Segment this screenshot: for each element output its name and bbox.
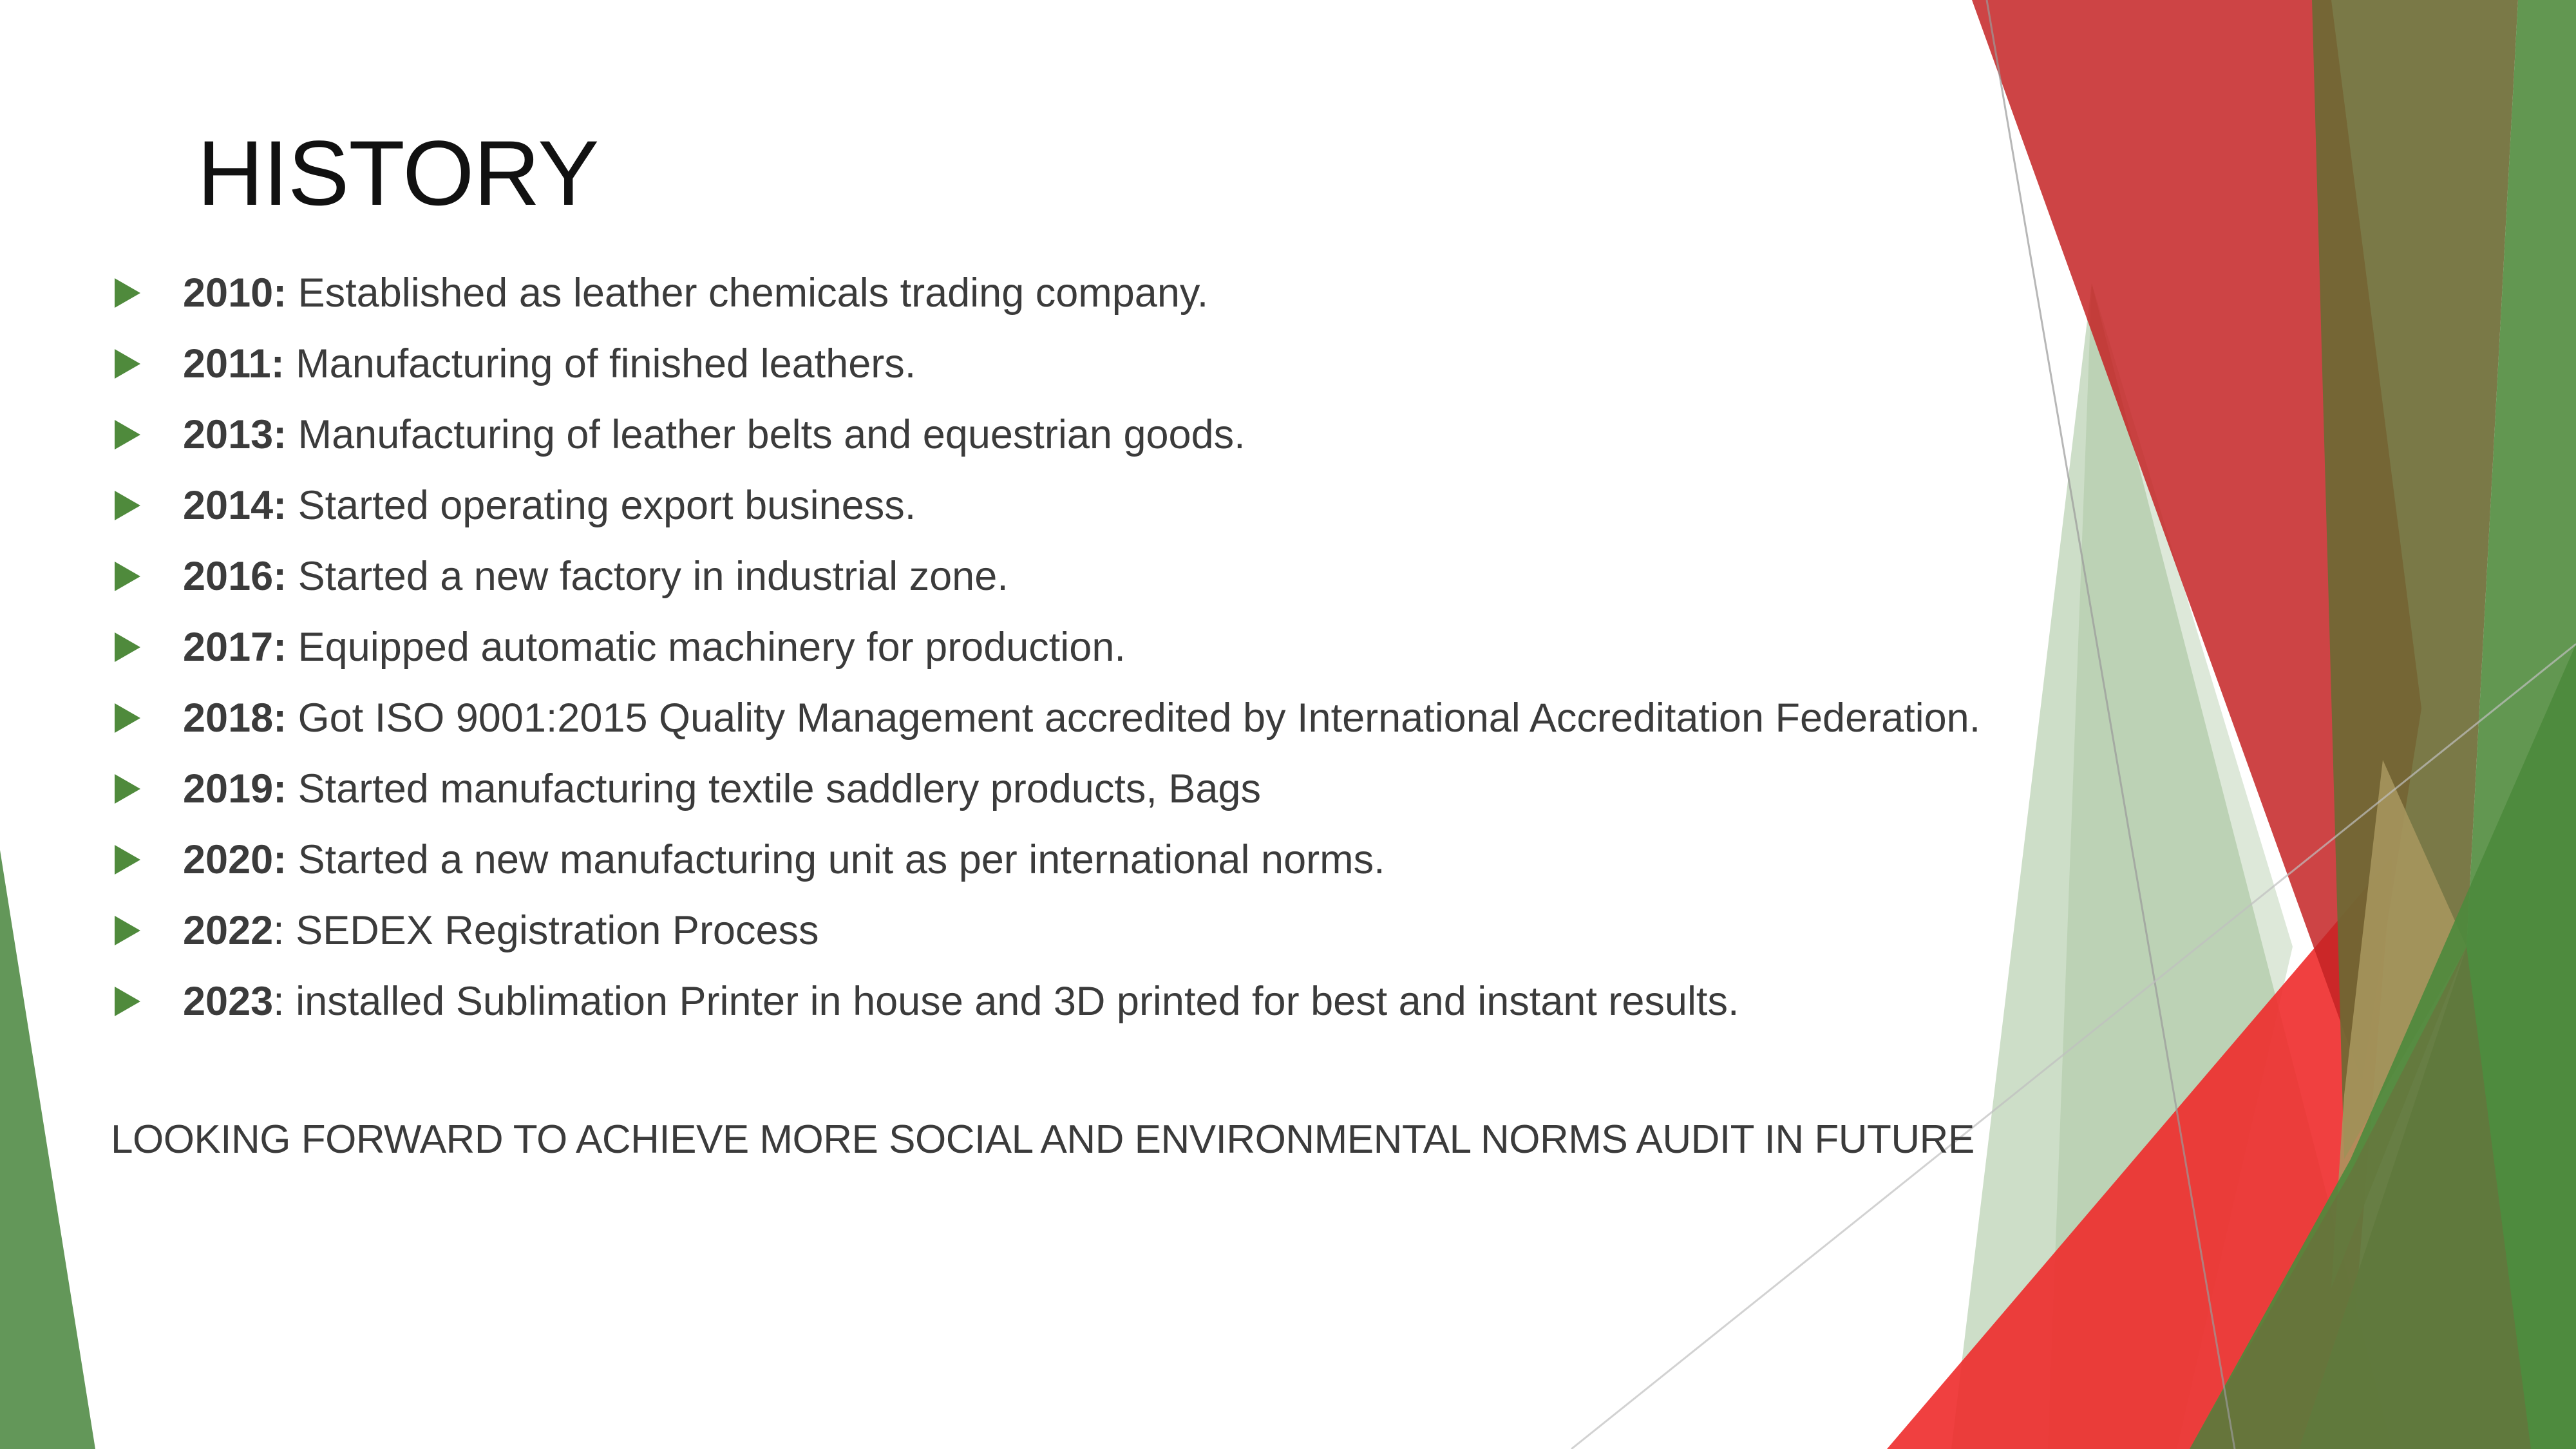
triangle-right-icon xyxy=(115,916,140,945)
history-text: Started a new manufacturing unit as per international norms. xyxy=(287,837,1385,882)
history-item xyxy=(109,683,1980,753)
history-separator: : xyxy=(273,979,285,1024)
triangle-right-icon xyxy=(115,845,140,875)
history-year: 2010 xyxy=(183,270,274,316)
history-separator: : xyxy=(273,625,287,670)
history-list xyxy=(109,258,1980,1037)
history-item xyxy=(109,258,1980,328)
history-year: 2020 xyxy=(183,837,274,882)
history-separator: : xyxy=(270,341,285,386)
history-year: 2022 xyxy=(183,908,274,953)
history-separator: : xyxy=(273,696,287,741)
history-item xyxy=(109,966,1980,1037)
history-item xyxy=(109,895,1980,966)
triangle-right-icon xyxy=(115,562,140,591)
footer-statement: LOOKING FORWARD TO ACHIEVE MORE SOCIAL AND ENVIRONMENTAL NORMS AUDIT IN FUTURE xyxy=(111,1117,1975,1162)
history-text: installed Sublimation Printer in house and 3D printed for best and instant results. xyxy=(284,979,1739,1024)
history-year: 2023 xyxy=(183,979,274,1024)
history-separator: : xyxy=(273,270,287,316)
history-text: Equipped automatic machinery for production. xyxy=(287,625,1126,670)
history-year: 2014 xyxy=(183,483,274,528)
triangle-right-icon xyxy=(115,774,140,804)
triangle-right-icon xyxy=(115,632,140,662)
triangle-right-icon xyxy=(115,703,140,733)
triangle-right-icon xyxy=(115,491,140,520)
history-text: SEDEX Registration Process xyxy=(284,908,819,953)
triangle-right-icon xyxy=(115,420,140,450)
triangle-right-icon xyxy=(115,987,140,1016)
history-item xyxy=(109,612,1980,683)
history-separator: : xyxy=(273,554,287,599)
history-separator: : xyxy=(273,837,287,882)
history-year: 2013 xyxy=(183,412,274,457)
slide-title: HISTORY xyxy=(197,122,599,225)
history-year: 2019 xyxy=(183,766,274,811)
history-separator: : xyxy=(273,908,285,953)
history-item xyxy=(109,541,1980,612)
history-year: 2011 xyxy=(183,341,271,386)
history-item xyxy=(109,399,1980,470)
history-year: 2018 xyxy=(183,696,274,741)
history-text: Started manufacturing textile saddlery products, Bags xyxy=(287,766,1261,811)
triangle-right-icon xyxy=(115,278,140,308)
history-text: Manufacturing of finished leathers. xyxy=(284,341,916,386)
history-text: Started operating export business. xyxy=(287,483,916,528)
left-green-shape xyxy=(0,850,95,1449)
history-item xyxy=(109,824,1980,895)
history-year: 2016 xyxy=(183,554,274,599)
history-separator: : xyxy=(273,412,287,457)
history-item xyxy=(109,753,1980,824)
history-item xyxy=(109,328,1980,399)
history-text: Manufacturing of leather belts and equestrian goods. xyxy=(287,412,1245,457)
triangle-right-icon xyxy=(115,349,140,379)
history-separator: : xyxy=(273,766,287,811)
history-separator: : xyxy=(273,483,287,528)
history-item xyxy=(109,470,1980,541)
history-year: 2017 xyxy=(183,625,274,670)
history-text: Got ISO 9001:2015 Quality Management accredited by International Accreditation Federation. xyxy=(287,696,1981,741)
history-text: Established as leather chemicals trading company. xyxy=(287,270,1209,316)
history-text: Started a new factory in industrial zone. xyxy=(287,554,1009,599)
